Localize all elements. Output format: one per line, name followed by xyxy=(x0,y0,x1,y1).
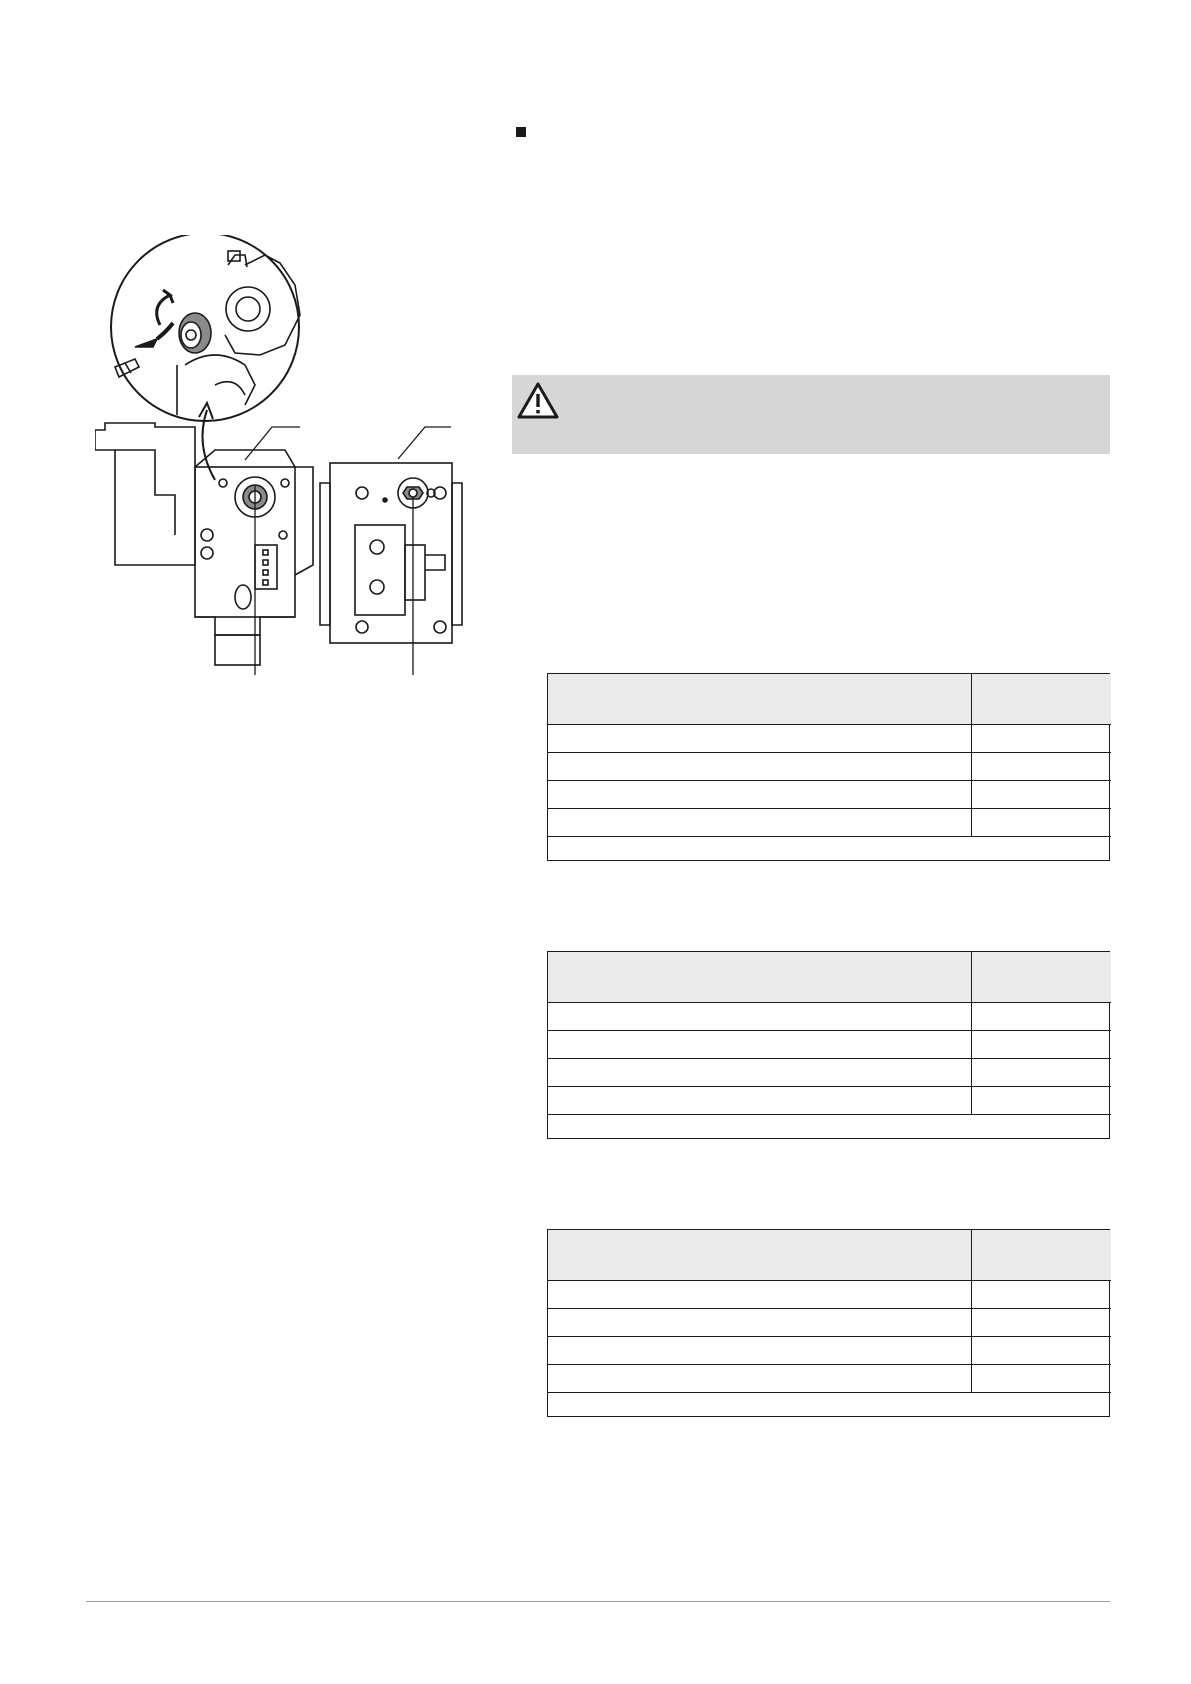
table-cell xyxy=(971,724,1111,752)
data-table-1 xyxy=(547,673,1110,861)
table-cell xyxy=(971,780,1111,808)
data-table-3 xyxy=(547,1229,1110,1417)
table-cell xyxy=(548,1002,971,1030)
table-row xyxy=(548,1308,1111,1336)
table-cell xyxy=(548,1280,971,1308)
table-row xyxy=(548,1364,1111,1392)
table-header-cell xyxy=(548,1230,971,1280)
table-cell xyxy=(971,1086,1111,1114)
table-note xyxy=(548,1114,1111,1138)
data-table-2 xyxy=(547,951,1110,1139)
table-cell xyxy=(548,1308,971,1336)
table-cell xyxy=(548,808,971,836)
table-row xyxy=(548,1086,1111,1114)
table-row xyxy=(548,780,1111,808)
gas-valve-figure xyxy=(95,235,495,680)
table-cell xyxy=(548,1086,971,1114)
table-cell xyxy=(971,752,1111,780)
table-header-cell xyxy=(548,674,971,724)
table-cell xyxy=(971,1030,1111,1058)
table-note-row xyxy=(548,836,1111,860)
table-row xyxy=(548,1002,1111,1030)
table-row xyxy=(548,1280,1111,1308)
table-cell xyxy=(548,752,971,780)
table-cell xyxy=(971,1308,1111,1336)
table-row xyxy=(548,752,1111,780)
table-row xyxy=(548,808,1111,836)
table-header-cell xyxy=(548,952,971,1002)
table-cell xyxy=(548,1030,971,1058)
table-header-cell xyxy=(971,1230,1111,1280)
table-note xyxy=(548,1392,1111,1416)
table-cell xyxy=(548,780,971,808)
table-note-row xyxy=(548,1114,1111,1138)
table-row xyxy=(548,724,1111,752)
table-note xyxy=(548,836,1111,860)
table-cell xyxy=(548,1364,971,1392)
section-bullet xyxy=(516,127,526,137)
table-header-cell xyxy=(971,952,1111,1002)
table-row xyxy=(548,1058,1111,1086)
gas-valve-illustration xyxy=(95,235,495,675)
table-cell xyxy=(548,1336,971,1364)
table-cell xyxy=(971,1364,1111,1392)
table-note-row xyxy=(548,1392,1111,1416)
table-row xyxy=(548,1336,1111,1364)
table-cell xyxy=(971,1280,1111,1308)
table-header-cell xyxy=(971,674,1111,724)
table-cell xyxy=(971,808,1111,836)
footer-divider xyxy=(86,1601,1110,1602)
table-cell xyxy=(971,1058,1111,1086)
table-cell xyxy=(548,724,971,752)
warning-box xyxy=(512,375,1110,454)
table-cell xyxy=(548,1058,971,1086)
table-cell xyxy=(971,1002,1111,1030)
table-row xyxy=(548,1030,1111,1058)
warning-triangle-icon xyxy=(516,381,560,421)
table-cell xyxy=(971,1336,1111,1364)
